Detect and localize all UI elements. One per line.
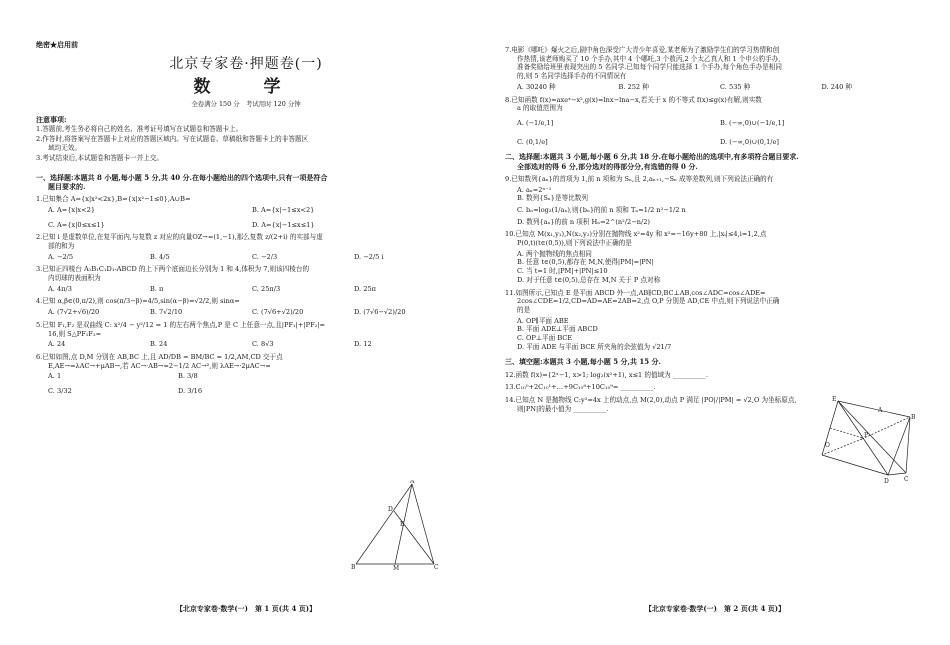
question-3: 3.已知正四棱台 A₁B₁C₁D₁-ABCD 的上下两个底面边长分别为 1 和 4,体积为 7,则该四棱台的	[36, 265, 310, 274]
fig11-label-b: B	[911, 414, 916, 421]
q9-option-d: D. 数列{aₙ}的前 n 项积 Hₙ=2^(n²/2−n/2)	[517, 217, 651, 226]
q6-option-b: B. 3/8	[178, 372, 198, 381]
q11-option-b: B. 平面 ADE⊥平面 ABCD	[517, 325, 598, 334]
question-5b: 16,则 S△PF₁F₂=	[48, 329, 102, 338]
q4-option-b: B. 7√2/10	[150, 308, 183, 317]
question-7b: 作热情,该老师购买了 10 个手办,其中 4 个哪吒,3 个敖丙,2 个太乙真人和 1 个申公豹手办,	[517, 54, 781, 63]
notice-1: 1.答题前,考生务必将自己的姓名、准考证号填写在试题卷和答题卡上。	[36, 124, 243, 133]
notice-2b: 域均无效。	[48, 144, 81, 153]
q9-options	[517, 186, 923, 227]
fig6-label-d: D	[388, 506, 393, 513]
question-7c: 准备奖励给班里表现突出的 5 名同学.已知每个同学只能选择 1 个手办,每个角色手办是相同	[517, 63, 782, 72]
q4-option-a: A. (7√2+√6)/20	[48, 308, 100, 317]
q5-option-c: C. 8√3	[252, 340, 274, 349]
q11-solid-figure	[818, 395, 918, 485]
q2-option-c: C. −2/3	[252, 252, 278, 261]
question-11c: 的是	[517, 305, 531, 314]
q11-option-d: D. 平面 ADE 与平面 BCE 所夹角的余弦值为 √21/7	[517, 342, 672, 351]
question-7d: 的,则 5 名同学选择手办的不同情况有	[517, 72, 627, 81]
q10-option-a: A. 两个抛物线的焦点相同	[517, 249, 592, 258]
q2-options	[48, 253, 456, 262]
q11-option-a: A. OP∥平面 ABE	[517, 316, 569, 325]
fig6-label-c: C	[434, 564, 439, 570]
notice-2: 2.作答时,将答案写在答题卡上对应的答题区域内。写在试题卷、草稿纸和答题卡上的非答题区	[36, 134, 309, 143]
question-9: 9.已知数列{aₙ}的首项为 1,前 n 项和为 Sₙ,且 2,aₙ₊₁,−Sₙ 成等差数列,则下列说法正确的有	[505, 174, 774, 183]
question-12	[505, 371, 923, 380]
right-page	[505, 46, 923, 414]
question-13	[505, 383, 923, 392]
q3-option-b: B. π	[150, 284, 164, 293]
question-13-text: 13.C₁₀⁰+2C₁₀¹+…+9C₁₀⁸+10C₁₀⁹=	[505, 383, 619, 392]
q2-option-a: A. −2/5	[48, 252, 74, 261]
fig6-label-m: M	[393, 565, 400, 570]
question-11: 11.如图所示,已知点 E 是平面 ABCD 外一点,AB∥CD,BC⊥AB,cos∠ADC=cos∠ADE=	[505, 288, 766, 297]
q8-option-b: B. (−∞,0)∪(−1/e,1]	[720, 118, 785, 127]
page-2-footer: 【北京专家卷·数学(一) 第 2 页(共 4 页)】	[644, 604, 786, 613]
fig6-label-b: B	[351, 564, 356, 570]
fig6-label-e: E	[400, 521, 405, 528]
page-1-footer: 【北京专家卷·数学(一) 第 1 页(共 4 页)】	[175, 604, 317, 613]
q10-option-d: D. 对于任意 t∈(0,5),总存在 M,N 关于 P 点对称	[517, 275, 661, 284]
q5-option-b: B. 24	[150, 340, 168, 349]
secret-label: 绝密★启用前	[36, 40, 78, 49]
question-11b: 2cos∠CDE=1/2,CD=AD=AE=2AB=2,点 O,P 分别是 AD,CE 中点,则下列说法中正确	[517, 297, 780, 306]
q2-option-b: B. 4/5	[150, 252, 170, 261]
q1-option-a: A. A={x|x<2}	[48, 205, 96, 214]
q6-options	[48, 372, 308, 395]
q14-blank[interactable]: __________.	[573, 404, 609, 413]
question-6: 6.已知如图,点 D,M 分别在 AB,BC 上,且 AD/DB = BM/BC = 1/2,AM,CD 交于点	[36, 352, 283, 361]
q1-options	[48, 206, 456, 229]
fig11-label-e: E	[832, 396, 837, 403]
q4-option-d: D. (7√6−√2)/20	[354, 308, 406, 317]
question-2: 2.已知 i 是虚数单位,在复平面内,与复数 z 对应的向量OZ→=(1,−1),那么复数 z/(2+i) 的实部与虚	[36, 233, 323, 242]
q1-option-c: C. A={x|0≤x≤1}	[48, 220, 105, 229]
fig11-label-a: A	[878, 407, 883, 414]
q6-triangle-figure	[350, 480, 440, 570]
q9-option-c: C. bₙ=log₂(1/aₙ),则{bₙ}的前 n 项和 Tₙ=1/2 n²−1/2 n	[517, 205, 686, 214]
q2-option-d: D. −2/5 i	[354, 252, 384, 261]
score-line: 全卷满分 150 分 考试用时 120 分钟	[191, 100, 301, 109]
q6-option-d: D. 3/16	[178, 387, 203, 396]
q7-option-d: D. 240 种	[821, 82, 853, 91]
q6-option-a: A. 1	[48, 372, 62, 381]
q12-blank[interactable]: __________.	[672, 370, 708, 379]
section-1-heading-b: 题目要求的.	[48, 181, 86, 191]
section-3-heading: 三、填空题:本题共 3 小题,每小题 5 分,共 15 分.	[505, 357, 661, 367]
q9-option-b: B. 数列{Sₙ}是等比数列	[517, 194, 588, 203]
q7-option-a: A. 30240 种	[517, 82, 556, 91]
subject-title: 数 学	[193, 76, 299, 97]
q8-option-d: D. (−∞,0)∪(0,1/e]	[720, 137, 779, 146]
q8-options	[517, 119, 923, 146]
notice-3: 3.考试结束后,本试题卷和答题卡一并上交。	[36, 153, 164, 162]
section-1-heading: 一、选择题:本题共 8 小题,每小题 5 分,共 40 分.在每小题给出的四个选项中,只有一项是符合	[36, 172, 328, 182]
question-8b: a 的取值范围为	[517, 104, 563, 113]
fig6-label-a: A	[410, 480, 415, 485]
fig11-label-o: O	[825, 442, 830, 449]
question-7: 7.电影《哪吒》爆火之后,剧中角色深受广大青少年喜爱,某老师为了激励学生们的学习热情和创	[505, 46, 780, 54]
q13-blank[interactable]: __________.	[620, 383, 656, 392]
question-14b-text: 则|PN|的最小值为	[517, 404, 572, 413]
question-3b: 内切球的表面积为	[48, 274, 101, 283]
q3-options	[48, 285, 456, 294]
question-1: 1.已知集合 A={x|x²<2x},B={x|x²−1≤0},A∪B=	[36, 195, 191, 204]
question-4: 4.已知 α,β∈(0,π/2),则 cos(π/3−β)=4/5,sin(α−β)=√2/2,则 sinα=	[36, 297, 240, 306]
q3-option-c: C. 25π/3	[252, 284, 281, 293]
left-page	[36, 40, 456, 396]
section-2-heading-b: 全部选对的得 6 分,部分选对的得部分分,有选错的得 0 分.	[517, 161, 698, 171]
q1-option-d: D. A={x|−1≤x≤1}	[252, 220, 315, 229]
question-10: 10.已知点 M(x₁,y₁),N(x₂,y₂)分别在抛物线 x²=4y 和 x²=−16y+80 上,|xᵢ|≤4,i=1,2,点	[505, 230, 767, 239]
q8-option-c: C. (0,1/e]	[517, 137, 548, 146]
q7-option-c: C. 535 种	[720, 82, 751, 91]
q3-option-a: A. 4π/3	[48, 284, 72, 293]
q8-option-a: A. (−1/e,1]	[517, 118, 554, 127]
q7-options	[517, 83, 923, 92]
q9-option-a: A. aₙ=2ⁿ⁻¹	[517, 185, 552, 194]
q6-option-c: C. 3/32	[48, 387, 72, 396]
q7-option-b: B. 252 种	[618, 82, 649, 91]
q10-options	[517, 250, 923, 285]
q10-option-b: B. 任意 t∈(0,5),都存在 M,N,使得|PM|=|PN|	[517, 258, 654, 267]
question-14: 14.已知点 N 是抛物线 C:y²=4x 上的动点,点 M(2,0),动点 P 满足 |PO|/|PM| = √2,O 为坐标原点,	[505, 396, 797, 405]
exam-title: 北京专家卷·押题卷(一)	[169, 56, 323, 73]
question-10b: P(0,t)(t∈(0,5)),则下列说法中正确的是	[517, 239, 632, 248]
q4-option-c: C. (7√6+√2)/20	[252, 308, 304, 317]
q5-options	[48, 340, 456, 349]
fig11-label-d: D	[884, 478, 889, 485]
question-2b: 部的和为	[48, 241, 75, 250]
q5-option-d: D. 12	[354, 340, 372, 349]
q4-options	[48, 308, 456, 317]
question-6b: E,AE→=λAC→+μAB→,若 AC→·AB→=2−1/2 AC→²,则 λAE→·2μAC→=	[48, 361, 271, 370]
q3-option-d: D. 25π	[354, 284, 376, 293]
question-5: 5.已知 F₁,F₂ 是双曲线 C: x²/4 − y²/12 = 1 的左右两个焦点,P 是 C 上任意一点,且|PF₁|+|PF₂|=	[36, 320, 326, 329]
question-12-text: 12.函数 f(x)={2ˣ−1, x>1; log₂(x²+1), x≤1 的值域为	[505, 370, 671, 379]
section-2-heading: 二、选择题:本题共 3 小题,每小题 6 分,共 18 分.在每小题给出的选项中,有多项符合题目要求.	[505, 152, 799, 162]
q5-option-a: A. 24	[48, 340, 66, 349]
q1-option-b: B. A={x|−1≤x<2}	[252, 205, 315, 214]
fig11-label-c: C	[904, 476, 909, 483]
notice-heading: 注意事项:	[36, 114, 67, 124]
q11-options	[517, 317, 817, 352]
q10-option-c: C. 当 t=1 时,|PM|+|PN|≤10	[517, 267, 608, 276]
question-8: 8.已知函数 f(x)=axeˣ−x²,g(x)=lnx−lna−x,若关于 x 的不等式 f(x)≤g(x)有解,则实数	[505, 95, 762, 104]
q11-option-c: C. OP⊥平面 BCE	[517, 334, 573, 343]
fig11-label-p: P	[864, 432, 869, 439]
